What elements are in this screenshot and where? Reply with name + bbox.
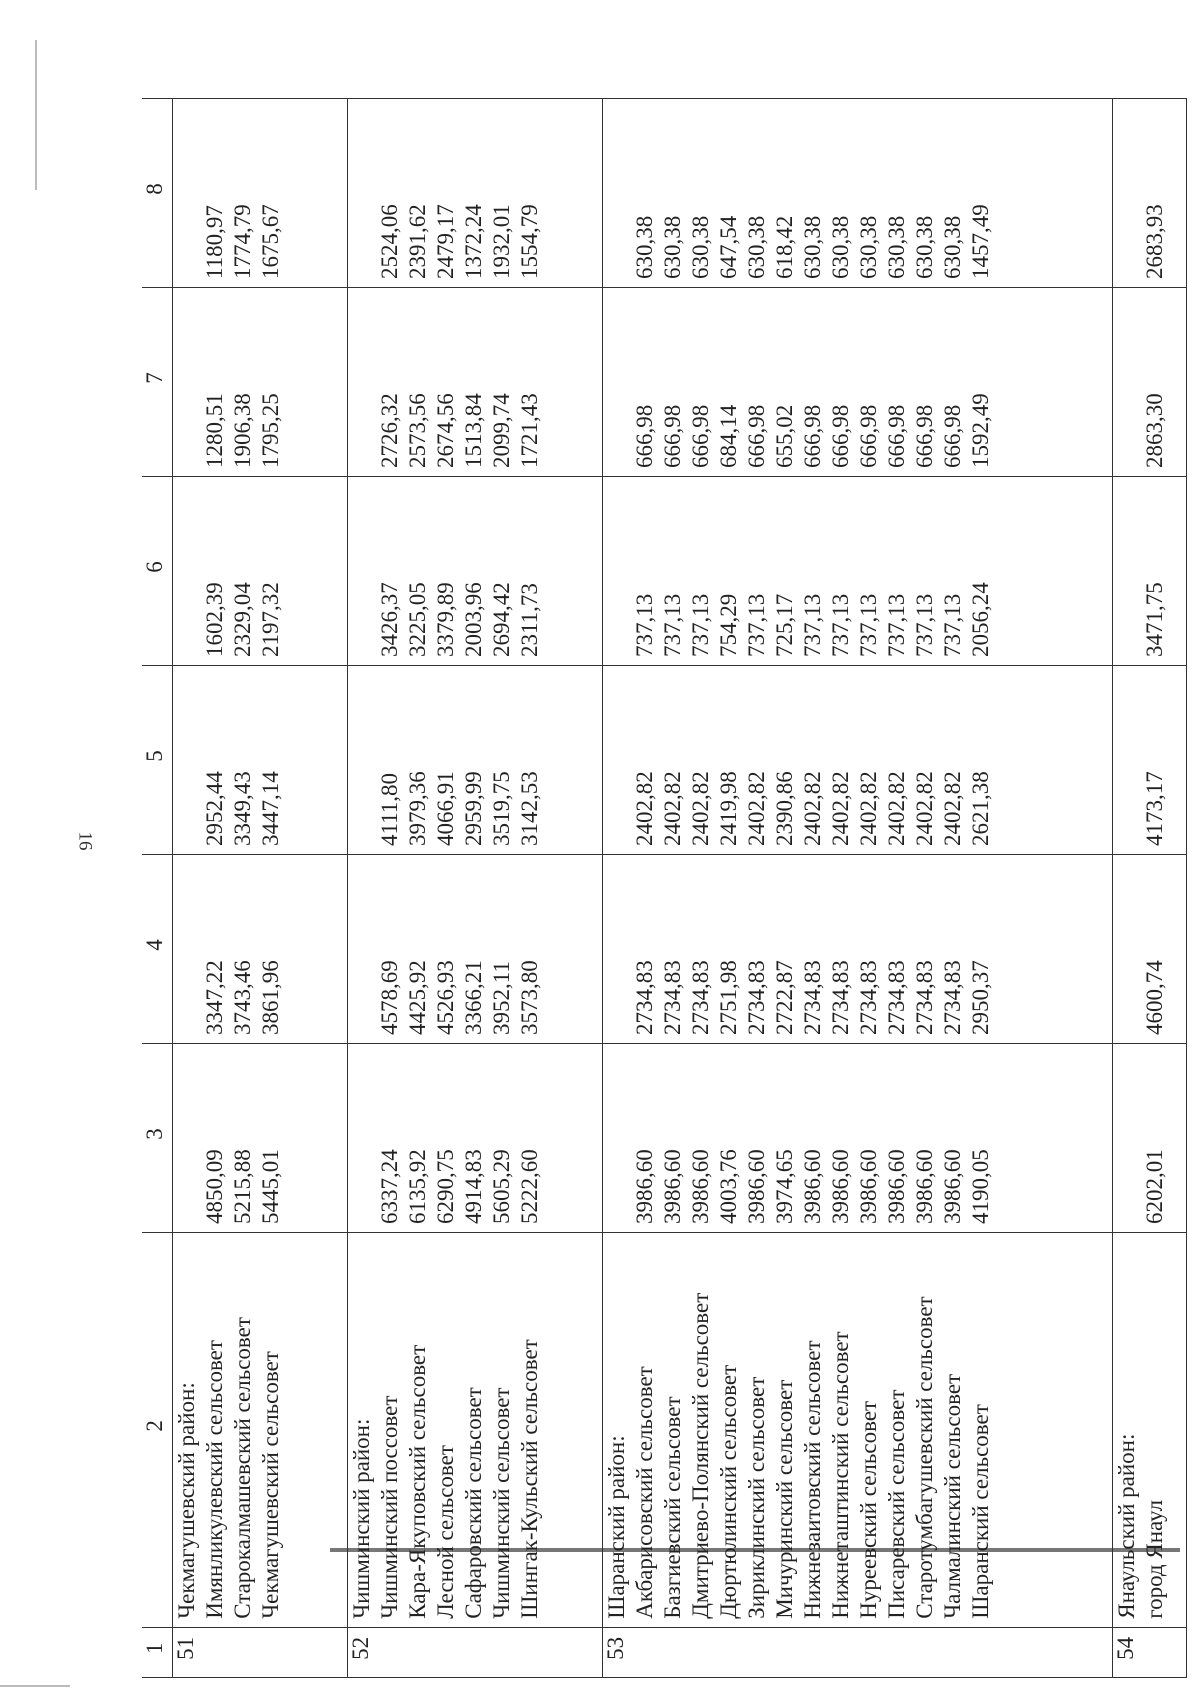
value: 2573,56 (405, 393, 431, 469)
value: 3573,80 (517, 960, 543, 1036)
value-cell-c4 (348, 855, 603, 1044)
district-name: Чекмагушевский район: (174, 1382, 199, 1619)
value: 5222,60 (517, 1149, 543, 1225)
value: 4526,93 (433, 960, 459, 1036)
value-cell-c5 (1113, 666, 1187, 855)
value: 2683,93 (1142, 204, 1168, 280)
settlement-name: Зириклинский сельсовет (744, 1376, 770, 1619)
column-header-5: 5 (142, 666, 173, 855)
settlement-name: Кара-Якуповский сельсовет (405, 1344, 431, 1619)
value-cell-c5 (603, 666, 1113, 855)
value: 3142,53 (517, 771, 543, 847)
value: 3986,60 (828, 1149, 854, 1225)
value: 4111,80 (377, 772, 403, 847)
row-index: 52 (348, 1627, 603, 1677)
value: 666,98 (660, 404, 686, 469)
value-cell-c4 (1113, 855, 1187, 1044)
value: 630,38 (884, 215, 910, 280)
value: 2734,83 (800, 960, 826, 1036)
value: 3986,60 (688, 1149, 714, 1225)
value-cell-c8 (173, 99, 348, 288)
settlement-name: Шаранский сельсовет (968, 1404, 994, 1619)
value: 2621,38 (968, 771, 994, 847)
value: 2099,74 (489, 393, 515, 469)
settlement-name: Дюртюлинский сельсовет (716, 1364, 742, 1619)
value: 2950,37 (968, 960, 994, 1036)
value: 630,38 (800, 215, 826, 280)
value-cell-c6 (348, 477, 603, 666)
value: 666,98 (884, 404, 910, 469)
settlement-name: Лесной сельсовет (433, 1445, 459, 1619)
value: 2751,98 (716, 960, 742, 1036)
value: 2391,62 (405, 204, 431, 280)
settlement-name: Чалмалинский сельсовет (940, 1373, 966, 1619)
value: 647,54 (716, 215, 742, 280)
value: 3225,05 (405, 582, 431, 658)
value: 3986,60 (660, 1149, 686, 1225)
value: 630,38 (828, 215, 854, 280)
value: 2402,82 (828, 771, 854, 847)
value: 4173,17 (1142, 771, 1168, 847)
value: 3447,14 (258, 771, 283, 847)
settlement-name: Имянликулевский сельсовет (202, 1340, 227, 1619)
value: 630,38 (744, 215, 770, 280)
settlement-name: Нижнеташтинский сельсовет (828, 1331, 854, 1619)
settlement-name: Чекмагушевский сельсовет (258, 1351, 283, 1619)
value-cell-c4 (173, 855, 348, 1044)
column-header-2: 2 (142, 1233, 173, 1628)
settlement-name: Мичуринский сельсовет (772, 1379, 798, 1619)
value: 630,38 (688, 215, 714, 280)
district-name: Чишминский район: (349, 1418, 375, 1619)
value: 1457,49 (968, 204, 994, 280)
table-body (173, 99, 1187, 1678)
value: 2402,82 (688, 771, 714, 847)
value: 2734,83 (940, 960, 966, 1036)
settlement-name: Чишминский сельсовет (489, 1387, 515, 1619)
settlement-name: Чишминский поссовет (377, 1395, 403, 1619)
value-cell-c6 (603, 477, 1113, 666)
value: 2734,83 (912, 960, 938, 1036)
value-cell-c3 (1113, 1044, 1187, 1233)
name-cell (173, 1233, 348, 1628)
name-cell (348, 1233, 603, 1628)
value: 5605,29 (489, 1149, 515, 1225)
value: 655,02 (772, 404, 798, 469)
value: 737,13 (856, 593, 882, 658)
value: 3986,60 (744, 1149, 770, 1225)
value: 2402,82 (940, 771, 966, 847)
data-table (142, 98, 1187, 1678)
settlement-name: Писаревский сельсовет (884, 1389, 910, 1619)
value: 1906,38 (230, 393, 255, 469)
value-cell-c7 (173, 288, 348, 477)
value: 6135,92 (405, 1149, 431, 1225)
value: 2734,83 (856, 960, 882, 1036)
value: 1602,39 (202, 582, 227, 658)
value: 666,98 (912, 404, 938, 469)
column-header-3: 3 (142, 1044, 173, 1233)
value: 2674,56 (433, 393, 459, 469)
value: 1513,84 (461, 393, 487, 469)
value: 3379,89 (433, 582, 459, 658)
value: 2734,83 (660, 960, 686, 1036)
page-number: 16 (74, 831, 96, 851)
value: 5215,88 (230, 1149, 255, 1225)
settlement-name: Старотумбагушевский сельсовет (912, 1296, 938, 1619)
value: 1932,01 (489, 204, 515, 280)
value: 3979,36 (405, 771, 431, 847)
value: 3743,46 (230, 960, 255, 1036)
value: 4850,09 (202, 1149, 227, 1225)
value: 737,13 (912, 593, 938, 658)
value-cell-c3 (348, 1044, 603, 1233)
value: 737,13 (660, 593, 686, 658)
value: 3986,60 (632, 1149, 658, 1225)
settlement-name: Старокалмашевский сельсовет (230, 1317, 255, 1619)
value: 5445,01 (258, 1149, 283, 1225)
value: 737,13 (940, 593, 966, 658)
value: 666,98 (632, 404, 658, 469)
scan-edge-left (35, 40, 37, 190)
value: 2402,82 (660, 771, 686, 847)
settlement-name: город Янаул (1142, 1499, 1168, 1619)
value: 2722,87 (772, 960, 798, 1036)
row-index: 51 (173, 1627, 348, 1677)
value: 3347,22 (202, 960, 227, 1036)
settlement-name: Шингак-Кульский сельсовет (517, 1339, 543, 1619)
district-row (1113, 99, 1187, 1678)
value: 630,38 (940, 215, 966, 280)
value: 4600,74 (1142, 960, 1168, 1036)
scan-edge-corner (0, 1685, 70, 1687)
value: 737,13 (744, 593, 770, 658)
value: 2419,98 (716, 771, 742, 847)
value: 2402,82 (800, 771, 826, 847)
value: 666,98 (828, 404, 854, 469)
value: 630,38 (912, 215, 938, 280)
value: 2734,83 (688, 960, 714, 1036)
value: 3986,60 (856, 1149, 882, 1225)
value: 6337,24 (377, 1149, 403, 1225)
value: 2734,83 (884, 960, 910, 1036)
value-cell-c8 (348, 99, 603, 288)
value: 2056,24 (968, 582, 994, 658)
value: 4914,83 (461, 1149, 487, 1225)
value: 666,98 (744, 404, 770, 469)
district-row (348, 99, 603, 1678)
value: 1280,51 (202, 393, 227, 469)
value-cell-c6 (1113, 477, 1187, 666)
column-header-7: 7 (142, 288, 173, 477)
settlement-name: Нижнезаитовский сельсовет (800, 1340, 826, 1619)
value: 684,14 (716, 404, 742, 469)
value: 3986,60 (940, 1149, 966, 1225)
value: 2952,44 (202, 771, 227, 847)
value-cell-c3 (603, 1044, 1113, 1233)
value: 630,38 (660, 215, 686, 280)
value: 4578,69 (377, 960, 403, 1036)
column-header-8: 8 (142, 99, 173, 288)
value: 2402,82 (856, 771, 882, 847)
value: 1795,25 (258, 393, 283, 469)
value: 2003,96 (461, 582, 487, 658)
value: 1721,43 (517, 393, 543, 469)
value: 3986,60 (884, 1149, 910, 1225)
value: 666,98 (688, 404, 714, 469)
district-row (173, 99, 348, 1678)
value: 6290,75 (433, 1149, 459, 1225)
value: 630,38 (632, 215, 658, 280)
value: 2734,83 (744, 960, 770, 1036)
value: 666,98 (940, 404, 966, 469)
settlement-name: Акбарисовский сельсовет (632, 1366, 658, 1619)
value: 1774,79 (230, 204, 255, 280)
value: 2402,82 (884, 771, 910, 847)
value: 3986,60 (800, 1149, 826, 1225)
value: 666,98 (800, 404, 826, 469)
column-header-1: 1 (142, 1627, 173, 1677)
value: 3986,60 (912, 1149, 938, 1225)
value: 3366,21 (461, 960, 487, 1036)
value: 725,17 (772, 593, 798, 658)
value: 2390,86 (772, 771, 798, 847)
value: 618,42 (772, 215, 798, 280)
value: 2402,82 (912, 771, 938, 847)
rotated-table-container (142, 98, 1187, 1678)
name-cell (1113, 1233, 1187, 1628)
name-cell (603, 1233, 1113, 1628)
value: 1675,67 (258, 204, 283, 280)
value: 1554,79 (517, 204, 543, 280)
value: 6202,01 (1142, 1149, 1168, 1225)
value: 3349,43 (230, 771, 255, 847)
value-cell-c8 (1113, 99, 1187, 288)
value-cell-c8 (603, 99, 1113, 288)
value: 2726,32 (377, 393, 403, 469)
value-cell-c5 (348, 666, 603, 855)
value: 3519,75 (489, 771, 515, 847)
settlement-name: Базгиевский сельсовет (660, 1396, 686, 1619)
value: 2402,82 (744, 771, 770, 847)
district-name: Шаранский район: (604, 1435, 630, 1619)
value: 1372,24 (461, 204, 487, 280)
value-cell-c7 (1113, 288, 1187, 477)
value: 1592,49 (968, 393, 994, 469)
value: 2197,32 (258, 582, 283, 658)
settlement-name: Сафаровский сельсовет (461, 1387, 487, 1619)
value: 3974,65 (772, 1149, 798, 1225)
value: 737,13 (632, 593, 658, 658)
value: 2863,30 (1142, 393, 1168, 469)
value: 2959,99 (461, 771, 487, 847)
value: 2734,83 (632, 960, 658, 1036)
value: 4425,92 (405, 960, 431, 1036)
value-cell-c7 (603, 288, 1113, 477)
value-cell-c6 (173, 477, 348, 666)
value: 3861,96 (258, 960, 283, 1036)
value: 3426,37 (377, 582, 403, 658)
value: 737,13 (828, 593, 854, 658)
header-row (142, 99, 173, 1678)
district-row (603, 99, 1113, 1678)
value: 2311,73 (517, 583, 543, 658)
value: 2694,42 (489, 582, 515, 658)
column-header-4: 4 (142, 855, 173, 1044)
value-cell-c3 (173, 1044, 348, 1233)
value: 1180,97 (202, 205, 227, 280)
value: 666,98 (856, 404, 882, 469)
value: 754,29 (716, 593, 742, 658)
value: 4190,05 (968, 1149, 994, 1225)
value: 630,38 (856, 215, 882, 280)
value: 4003,76 (716, 1149, 742, 1225)
settlement-name: Дмитриево-Полянский сельсовет (688, 1292, 714, 1619)
value: 2479,17 (433, 204, 459, 280)
value: 2329,04 (230, 582, 255, 658)
row-index: 53 (603, 1627, 1113, 1677)
row-index: 54 (1113, 1627, 1187, 1677)
district-name: Янаульский район: (1114, 1433, 1140, 1619)
settlement-name: Нуреевский сельсовет (856, 1400, 882, 1619)
value: 4066,91 (433, 771, 459, 847)
value: 3471,75 (1142, 582, 1168, 658)
value-cell-c5 (173, 666, 348, 855)
value: 2734,83 (828, 960, 854, 1036)
value: 2402,82 (632, 771, 658, 847)
value: 737,13 (800, 593, 826, 658)
value-cell-c7 (348, 288, 603, 477)
value: 737,13 (688, 593, 714, 658)
value: 2524,06 (377, 204, 403, 280)
value-cell-c4 (603, 855, 1113, 1044)
column-header-6: 6 (142, 477, 173, 666)
value: 3952,11 (489, 961, 515, 1036)
value: 737,13 (884, 593, 910, 658)
